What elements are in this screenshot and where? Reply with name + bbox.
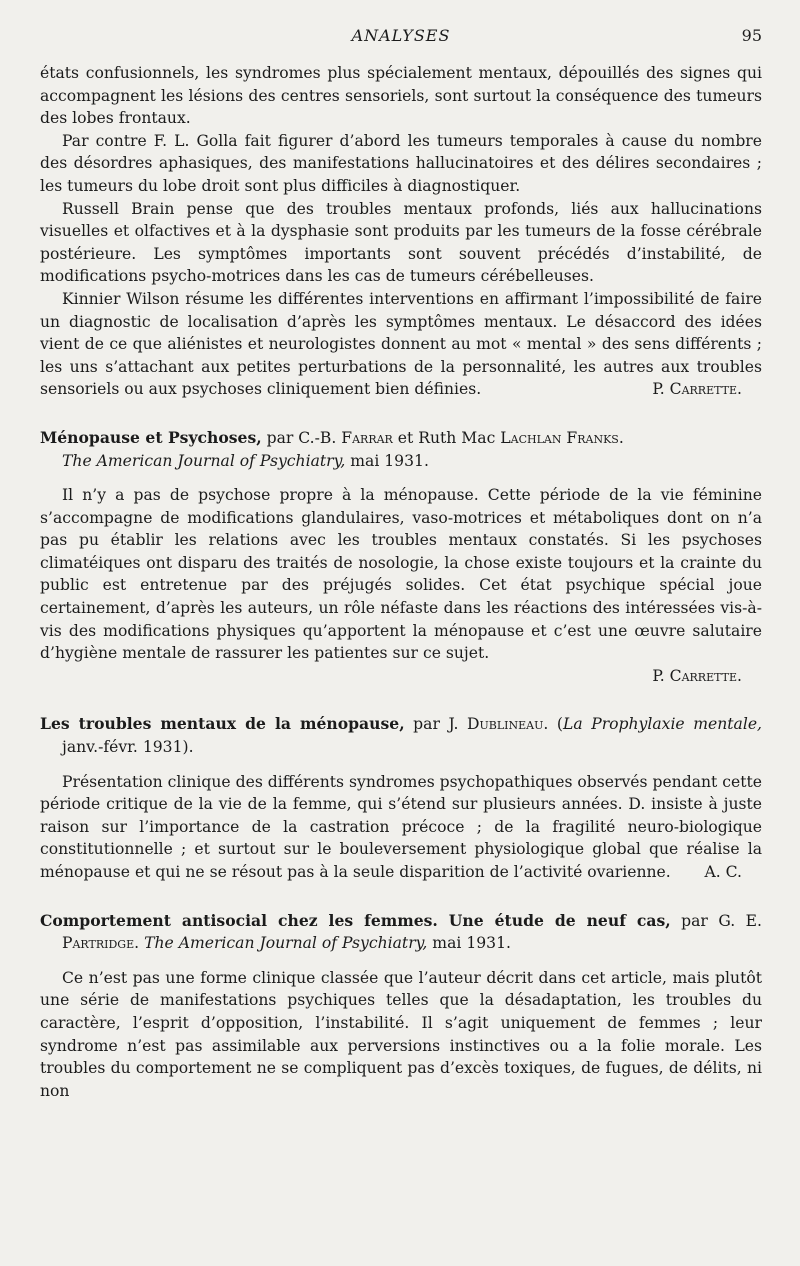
signature: P. Carrette.	[652, 380, 742, 399]
heading-text: . (	[543, 715, 563, 734]
review-title: Les troubles mentaux de la ménopause,	[40, 714, 405, 734]
heading-text: .	[618, 428, 624, 447]
author-name: Farrar	[341, 428, 393, 447]
review-troubles-mentaux	[40, 713, 762, 883]
review-title: Comportement antisocial chez les femmes. Une étude de neuf cas,	[40, 910, 671, 930]
paragraph-text: Présentation clinique des différents syndromes psychopathiques observés pendant cette période critique de la vie de la femme, qui s’étend sur plusieurs années. D. insiste à juste raison sur l’importance de la castration précoce ; de la fragilité neuro-biologique constitutionnelle ; et surtout sur le bouleversement physiologique global que réalise la ménopause et qui ne se résout pas à la seule disparition de l’activité ovarienne.	[40, 772, 762, 881]
heading-text: par C.-B.	[261, 428, 342, 447]
page-number: 95	[741, 26, 762, 45]
review-heading	[40, 910, 762, 955]
page	[40, 26, 762, 1102]
paragraph: Russell Brain pense que des troubles mentaux profonds, liés aux hallucinations visuelles et olfactives et à la dysphasie sont produits par les tumeurs de la fosse cérébrale postérieure. Les symptômes importants sont souvent précédés d’instabilité, de modifications psycho-motrices dans les cas de tumeurs cérébelleuses.	[40, 199, 762, 286]
publication-date: mai 1931.	[345, 451, 429, 470]
review-body: Ce n’est pas une forme clinique classée que l’auteur décrit dans cet article, mais plutôt une série de manifestations psychiques telles que la désadaptation, les troubles du caractère, l’esprit d’opposition, l’instabilité. Il s’agit uniquement de femmes ; leur syndrome n’est pas assimilable aux perversions instinctives ou a la folie morale. Les troubles du comportement ne se compliquent pas d’excès toxiques, de fugues, de délits, ni non	[40, 968, 762, 1100]
running-head: ANALYSES	[351, 26, 451, 45]
review-heading	[40, 713, 762, 758]
intro-section	[40, 62, 762, 401]
review-menopause-psychoses	[40, 427, 762, 688]
review-title: Ménopause et Psychoses,	[40, 427, 262, 447]
signature: A. C.	[704, 863, 742, 881]
paragraph: Par contre F. L. Golla fait figurer d’abord les tumeurs temporales à cause du nombre des désordres aphasiques, des manifestations hallucinatoires et des délires secondaires ; les tumeurs du lobe droit sont plus difficiles à diagnostiquer.	[40, 131, 762, 195]
author-name: Lachlan Franks	[500, 428, 619, 447]
publication-date: mai 1931.	[427, 934, 511, 953]
journal-name: The American Journal of Psychiatry,	[144, 934, 428, 953]
paragraph	[40, 288, 762, 401]
heading-text: par J.	[404, 715, 468, 734]
heading-text: et Ruth Mac	[392, 428, 501, 447]
heading-text: par G. E.	[670, 911, 762, 930]
review-heading	[40, 427, 762, 472]
paragraph-text: Kinnier Wilson résume les différentes interventions en affirmant l’impossibilité de faire un diagnostic de localisation d’après les symptômes mentaux. Le désaccord des idées vient de ce que aliénistes et neurologistes donnent au mot « mental » des sens différents ; les uns s’attachant aux petites perturbations de la personnalité, les autres aux troubles sensoriels ou aux psychoses cliniquement bien définies.	[40, 289, 762, 399]
heading-text: .	[134, 934, 145, 953]
author-name: Dublineau	[467, 715, 544, 734]
paragraph: états confusionnels, les syndromes plus spécialement mentaux, dépouillés des signes qui accompagnent les lésions des centres sensoriels, sont surtout la conséquence des tumeurs des lobes frontaux.	[40, 64, 762, 128]
review-body	[40, 771, 762, 884]
review-body: Il n’y a pas de psychose propre à la ménopause. Cette période de la vie féminine s’accompagne de modifications glandulaires, vaso-motrices et métaboliques dont on n’a pas pu établir les relations avec les troubles mentaux constatés. Si les psychoses climatéiques ont disparu des traités de nosologie, la chose existe toujours et la crainte du public est entretenue par des préjugés solides. Cet état psychique spécial joue certainement, d’après les auteurs, un rôle néfaste dans les réactions des intéressées vis-à-vis des modifications physiques qu’apportent la ménopause et c’est une œuvre salutaire d’hygiène mentale de rassurer les patientes sur ce sujet.	[40, 486, 762, 663]
journal-name: The American Journal of Psychiatry,	[62, 451, 346, 470]
signature: P. Carrette.	[652, 666, 742, 685]
author-name: Partridge	[62, 934, 135, 953]
journal-name: La Prophylaxie mentale,	[563, 715, 763, 734]
page-header	[40, 26, 762, 52]
review-comportement-antisocial	[40, 910, 762, 1103]
publication-date: janv.-févr. 1931).	[62, 738, 194, 757]
